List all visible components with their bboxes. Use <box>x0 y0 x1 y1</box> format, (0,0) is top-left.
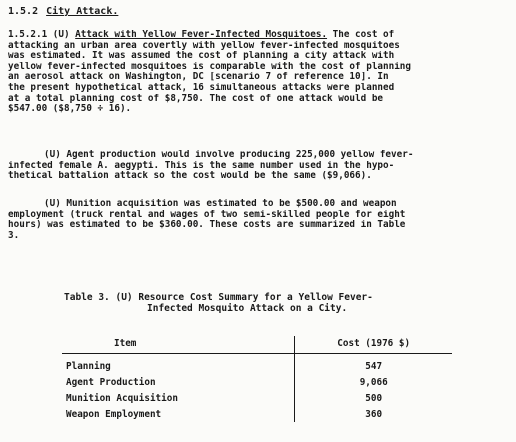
paragraph-mosquito-attack <box>8 30 508 115</box>
row-item: Planning <box>66 361 111 372</box>
paragraph-line: thetical battalion attack so the cost would be the same ($9,066). <box>8 171 372 182</box>
column-header-item: Item <box>62 336 295 354</box>
section-title: City Attack. <box>46 6 119 17</box>
paragraph-line: was estimated. It was assumed the cost of planning a city attack with <box>8 51 395 62</box>
paragraph-line: yellow fever-infected mosquitoes is comparable with the cost of planning <box>8 61 411 72</box>
paragraph-line: 1.5.2.1 (U) Attack with Yellow Fever-Infected Mosquitoes. The cost of <box>8 30 395 40</box>
row-cost: 547 <box>295 354 452 375</box>
paragraph-line: infected female A. aegypti. This is the same number used in the hypo- <box>8 160 395 171</box>
row-item: Weapon Employment <box>66 409 162 420</box>
row-cost: 9,066 <box>295 374 452 390</box>
resource-cost-table <box>62 336 452 422</box>
section-heading <box>8 6 118 17</box>
paragraph-line: an aerosol attack on Washington, DC [scenario 7 of reference 10]. In <box>8 72 389 83</box>
table-row <box>62 374 452 390</box>
paragraph-line: 3. <box>8 230 20 241</box>
table-row <box>62 354 452 375</box>
table-caption <box>64 292 373 314</box>
row-cost: 360 <box>295 406 452 422</box>
row-cost: 500 <box>295 390 452 406</box>
section-number: 1.5.2 <box>8 6 39 17</box>
paragraph-munition-acquisition <box>8 199 508 241</box>
row-item: Munition Acquisition <box>66 393 178 404</box>
paragraph-line: at a total planning cost of $8,750. The cost of one attack would be <box>8 93 384 104</box>
paragraph-line: $547.00 ($8,750 ÷ 16). <box>8 104 132 115</box>
row-item: Agent Production <box>66 377 156 388</box>
paragraph-agent-production <box>8 150 508 182</box>
table-caption-line: Table 3. (U) Resource Cost Summary for a Yellow Fever- <box>64 292 373 303</box>
paragraph-line: hours) was estimated to be $360.00. These costs are summarized in Table <box>8 220 406 231</box>
subsection-title: Attack with Yellow Fever-Infected Mosquitoes. <box>75 30 328 40</box>
table-row <box>62 390 452 406</box>
paragraph-line: (U) Agent production would involve producing 225,000 yellow fever- <box>44 150 414 160</box>
table-header-row <box>62 336 452 354</box>
paragraph-line: attacking an urban area covertly with yellow fever-infected mosquitoes <box>8 40 400 51</box>
paragraph-line: (U) Munition acquisition was estimated to be $500.00 and weapon <box>44 199 397 209</box>
column-header-cost: Cost (1976 $) <box>295 336 452 354</box>
paragraph-line: employment (truck rental and wages of two semi-skilled people for eight <box>8 209 406 220</box>
paragraph-line: the present hypothetical attack, 16 simultaneous attacks were planned <box>8 82 395 93</box>
table-caption-line: Infected Mosquito Attack on a City. <box>147 303 348 314</box>
table-row <box>62 406 452 422</box>
